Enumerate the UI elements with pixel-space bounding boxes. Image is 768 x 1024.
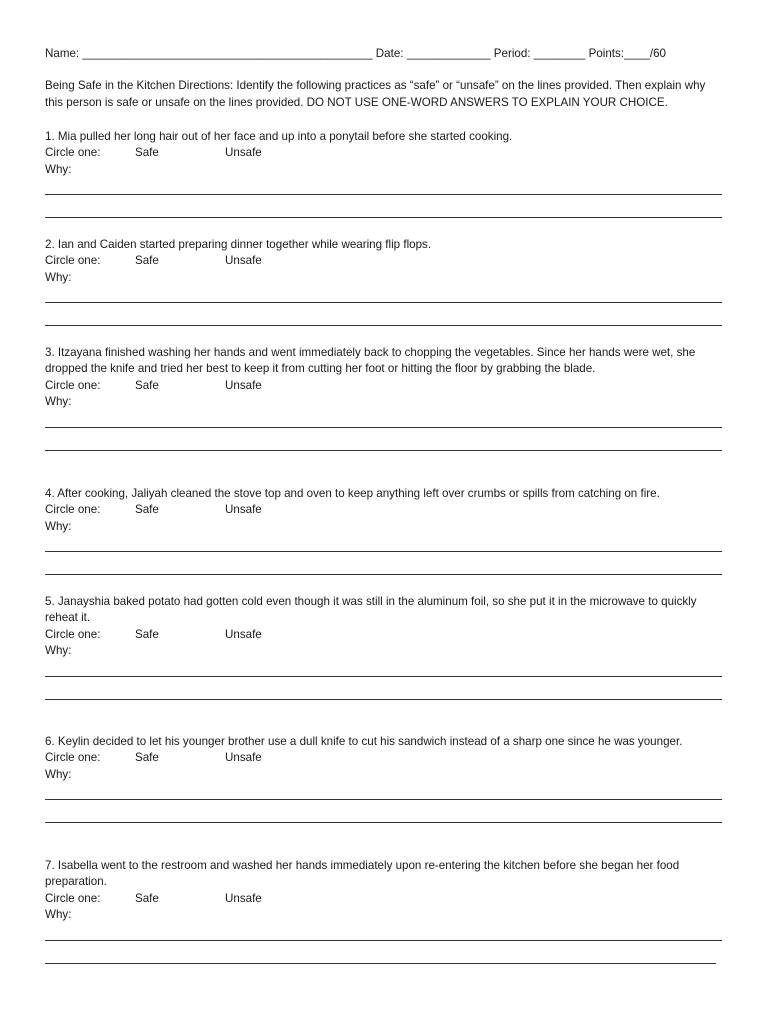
unsafe-option[interactable]: Unsafe (225, 503, 262, 517)
name-blank[interactable]: _____________________________________________ (82, 47, 373, 60)
circle-row (45, 145, 722, 161)
circle-one-label: Circle one: (45, 627, 101, 641)
answer-line[interactable] (45, 450, 722, 451)
circle-row (45, 253, 722, 269)
question-1 (45, 129, 722, 218)
period-label: Period: (493, 47, 531, 60)
question-2 (45, 237, 722, 326)
why-label: Why: (45, 908, 72, 922)
question-7 (45, 858, 722, 964)
header-line (45, 46, 722, 62)
circle-row (45, 891, 722, 907)
circle-one-label: Circle one: (45, 146, 101, 160)
unsafe-option[interactable]: Unsafe (225, 751, 262, 765)
safe-option[interactable]: Safe (135, 751, 159, 765)
points-blank[interactable]: ____ (624, 47, 650, 60)
why-label: Why: (45, 162, 72, 176)
question-4 (45, 486, 722, 575)
circle-row (45, 502, 722, 518)
answer-line[interactable] (45, 822, 722, 823)
date-label: Date: (375, 47, 404, 60)
circle-one-label: Circle one: (45, 503, 101, 517)
unsafe-option[interactable]: Unsafe (225, 146, 262, 160)
answer-line[interactable] (45, 574, 722, 575)
answer-line[interactable] (45, 302, 722, 303)
answer-line[interactable] (45, 217, 722, 218)
circle-one-label: Circle one: (45, 751, 101, 765)
date-blank[interactable]: _____________ (406, 47, 491, 60)
safe-option[interactable]: Safe (135, 254, 159, 268)
unsafe-option[interactable]: Unsafe (225, 627, 262, 641)
why-label: Why: (45, 644, 72, 658)
question-text: 7. Isabella went to the restroom and washed her hands immediately upon re-entering the kitchen before she began her food preparation. (45, 859, 680, 889)
circle-row (45, 378, 722, 394)
circle-row (45, 750, 722, 766)
question-text: 3. Itzayana finished washing her hands and went immediately back to chopping the vegetables. Since her hands were wet, she dropped the knife and tried her best to keep it from cutting her foot or hitting the floor by grabbing the blade. (45, 346, 696, 376)
period-blank[interactable]: ________ (533, 47, 586, 60)
question-text: 2. Ian and Caiden started preparing dinner together while wearing flip flops. (45, 238, 432, 251)
safe-option[interactable]: Safe (135, 891, 159, 905)
question-text: 1. Mia pulled her long hair out of her face and up into a ponytail before she started cooking. (45, 130, 513, 143)
question-3 (45, 345, 722, 451)
circle-one-label: Circle one: (45, 891, 101, 905)
safe-option[interactable]: Safe (135, 503, 159, 517)
safe-option[interactable]: Safe (135, 146, 159, 160)
safe-option[interactable]: Safe (135, 627, 159, 641)
points-label: Points: (588, 47, 625, 60)
answer-line[interactable] (45, 325, 722, 326)
answer-line[interactable] (45, 427, 722, 428)
question-text: 4. After cooking, Jaliyah cleaned the stove top and oven to keep anything left over crumbs or spills from catching on fire. (45, 487, 660, 500)
circle-one-label: Circle one: (45, 254, 101, 268)
answer-line[interactable] (45, 940, 722, 941)
points-total: /60 (649, 47, 666, 60)
name-label: Name: (45, 47, 80, 60)
answer-line[interactable] (45, 799, 722, 800)
directions-text: Being Safe in the Kitchen Directions: Identify the following practices as “safe” or “unsafe” on the lines provided. Then explain why this person is safe or unsafe on the lines provided. DO NOT USE ONE-WORD ANSWERS TO EXPLAIN YOUR CHOICE. (45, 79, 706, 109)
answer-line[interactable] (45, 963, 716, 964)
answer-line[interactable] (45, 194, 722, 195)
answer-line[interactable] (45, 551, 722, 552)
circle-row (45, 627, 722, 643)
unsafe-option[interactable]: Unsafe (225, 254, 262, 268)
question-text: 5. Janayshia baked potato had gotten cold even though it was still in the aluminum foil, so she put it in the microwave to quickly reheat it. (45, 595, 697, 625)
question-6 (45, 734, 722, 823)
question-5 (45, 594, 722, 700)
unsafe-option[interactable]: Unsafe (225, 378, 262, 392)
why-label: Why: (45, 270, 72, 284)
answer-line[interactable] (45, 676, 722, 677)
why-label: Why: (45, 519, 72, 533)
safe-option[interactable]: Safe (135, 378, 159, 392)
unsafe-option[interactable]: Unsafe (225, 891, 262, 905)
why-label: Why: (45, 395, 72, 409)
question-text: 6. Keylin decided to let his younger brother use a dull knife to cut his sandwich instead of a sharp one since he was younger. (45, 735, 683, 748)
why-label: Why: (45, 767, 72, 781)
circle-one-label: Circle one: (45, 378, 101, 392)
answer-line[interactable] (45, 699, 722, 700)
